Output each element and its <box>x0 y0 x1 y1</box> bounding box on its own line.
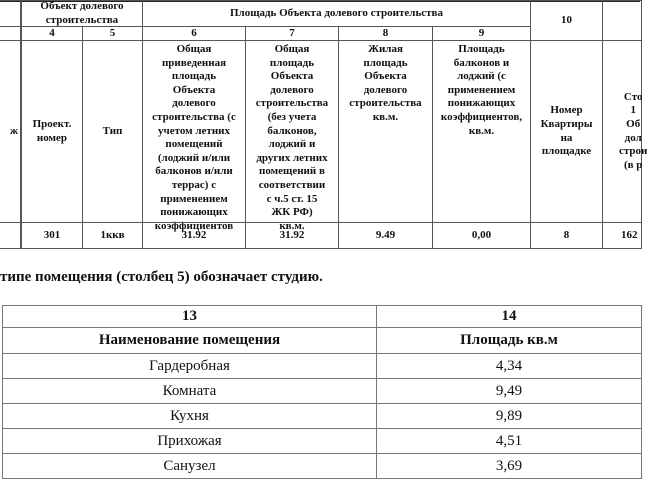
header-apartment-on-floor: Номер Квартиры на площадке <box>530 40 603 223</box>
room-name: Прихожая <box>2 428 377 454</box>
header-total-reduced-area: Общая приведенная площадь Объекта долевого строительства (с учетом летних помещений (лоджий и/или балконов и/или террас) с применением понижающих коэффициентов <box>142 40 246 223</box>
header-project-number: Проект. номер <box>21 40 83 223</box>
cell-total-area: 31.92 <box>245 222 339 249</box>
room-area: 9,49 <box>376 378 642 404</box>
header-total-area: Общая площадь Объекта долевого строительства (без учета балконов, лоджий и других летних помещений в соответствии с ч.5 ст. 15 ЖК РФ) кв.м. <box>245 40 339 223</box>
room-area: 9,89 <box>376 403 642 429</box>
studio-note: типе помещения (столбец 5) обозначает студию. <box>0 269 323 285</box>
header-type: Тип <box>82 40 143 223</box>
header-living-area: Жилая площадь Объекта долевого строительства кв.м. <box>338 40 433 223</box>
col-number: 5 <box>82 26 143 41</box>
col-number-10: 10 <box>530 0 603 41</box>
room-area: 3,69 <box>376 453 642 479</box>
header-area-group: Площадь Объекта долевого строительства <box>142 0 531 27</box>
header-room-name: Наименование помещения <box>2 327 377 354</box>
cell-empty <box>0 26 21 41</box>
cell-cost: 162 <box>602 222 642 249</box>
cell-type: 1ккв <box>82 222 143 249</box>
header-cost: Сто 1 Об дол строи (в р <box>602 40 642 223</box>
cell-project-number: 301 <box>21 222 83 249</box>
room-area: 4,34 <box>376 353 642 379</box>
room-area: 4,51 <box>376 428 642 454</box>
col-number: 7 <box>245 26 339 41</box>
col-number: 4 <box>21 26 83 41</box>
cell-balcony-area: 0,00 <box>432 222 531 249</box>
room-name: Кухня <box>2 403 377 429</box>
header-object-group: Объект долевого строительства <box>21 0 143 27</box>
room-name: Комната <box>2 378 377 404</box>
col-number: 8 <box>338 26 433 41</box>
col-number-14: 14 <box>376 305 642 328</box>
col-number: 9 <box>432 26 531 41</box>
col-number-13: 13 <box>2 305 377 328</box>
header-balcony-area: Площадь балконов и лоджий (с применением понижающих коэффициентов, кв.м. <box>432 40 531 223</box>
room-name: Гардеробная <box>2 353 377 379</box>
col-number: 6 <box>142 26 246 41</box>
cell-total-reduced-area: 31.92 <box>142 222 246 249</box>
cell-floor <box>0 222 21 249</box>
cell-empty <box>0 0 21 27</box>
header-floor: ж <box>0 40 21 223</box>
cell-living-area: 9.49 <box>338 222 433 249</box>
header-room-area: Площадь кв.м <box>376 327 642 354</box>
cell-apartment-on-floor: 8 <box>530 222 603 249</box>
cell-empty <box>602 0 642 41</box>
room-name: Санузел <box>2 453 377 479</box>
